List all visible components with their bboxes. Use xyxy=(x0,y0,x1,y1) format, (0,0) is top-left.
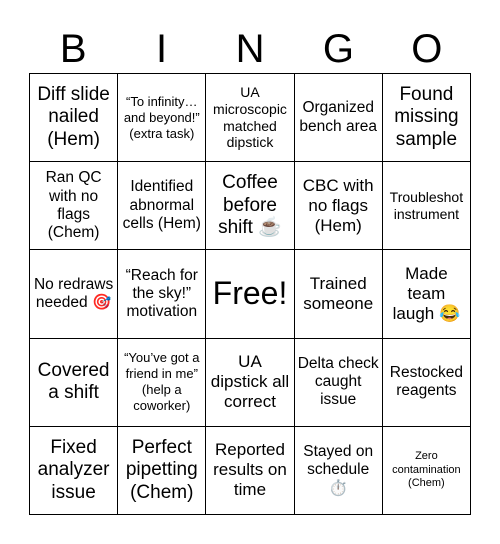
bingo-cell-r5c1[interactable]: Fixed analyzer issue xyxy=(30,427,118,515)
bingo-cell-r5c5[interactable]: Zero contamination (Chem) xyxy=(383,427,471,515)
bingo-cell-r1c3[interactable]: UA microscopic matched dipstick xyxy=(206,74,294,162)
bingo-cell-r3c4[interactable]: Trained someone xyxy=(295,250,383,338)
bingo-cell-r5c3[interactable]: Reported results on time xyxy=(206,427,294,515)
bingo-cell-r2c3[interactable]: Coffee before shift ☕ xyxy=(206,162,294,250)
bingo-cell-r1c5[interactable]: Found missing sample xyxy=(383,74,471,162)
bingo-cell-r1c4[interactable]: Organized bench area xyxy=(295,74,383,162)
bingo-cell-r3c5[interactable]: Made team laugh 😂 xyxy=(383,250,471,338)
bingo-cell-r4c3[interactable]: UA dipstick all correct xyxy=(206,339,294,427)
bingo-cell-r1c2[interactable]: “To infinity… and beyond!” (extra task) xyxy=(118,74,206,162)
header-letter-n: N xyxy=(235,27,265,71)
bingo-cell-r3c1[interactable]: No redraws needed 🎯 xyxy=(30,250,118,338)
header-letter-i: I xyxy=(156,27,168,71)
bingo-cell-r1c1[interactable]: Diff slide nailed (Hem) xyxy=(30,74,118,162)
header-letter-b: B xyxy=(59,27,87,71)
bingo-cell-r2c2[interactable]: Identified abnormal cells (Hem) xyxy=(118,162,206,250)
bingo-cell-free[interactable]: Free! xyxy=(206,250,294,338)
bingo-cell-r2c4[interactable]: CBC with no flags (Hem) xyxy=(295,162,383,250)
bingo-cell-r4c5[interactable]: Restocked reagents xyxy=(383,339,471,427)
bingo-cell-r2c5[interactable]: Troubleshot instrument xyxy=(383,162,471,250)
bingo-cell-r4c2[interactable]: “You’ve got a friend in me” (help a coworker) xyxy=(118,339,206,427)
header-letter-o: O xyxy=(411,27,443,71)
header-letter-g: G xyxy=(322,27,354,71)
bingo-cell-r5c2[interactable]: Perfect pipetting (Chem) xyxy=(118,427,206,515)
bingo-grid xyxy=(29,73,471,515)
bingo-cell-r2c1[interactable]: Ran QC with no flags (Chem) xyxy=(30,162,118,250)
bingo-cell-r5c4[interactable]: Stayed on schedule ⏱️ xyxy=(295,427,383,515)
bingo-cell-r4c1[interactable]: Covered a shift xyxy=(30,339,118,427)
bingo-cell-r3c2[interactable]: “Reach for the sky!” motivation xyxy=(118,250,206,338)
bingo-cell-r4c4[interactable]: Delta check caught issue xyxy=(295,339,383,427)
bingo-header xyxy=(29,20,471,72)
